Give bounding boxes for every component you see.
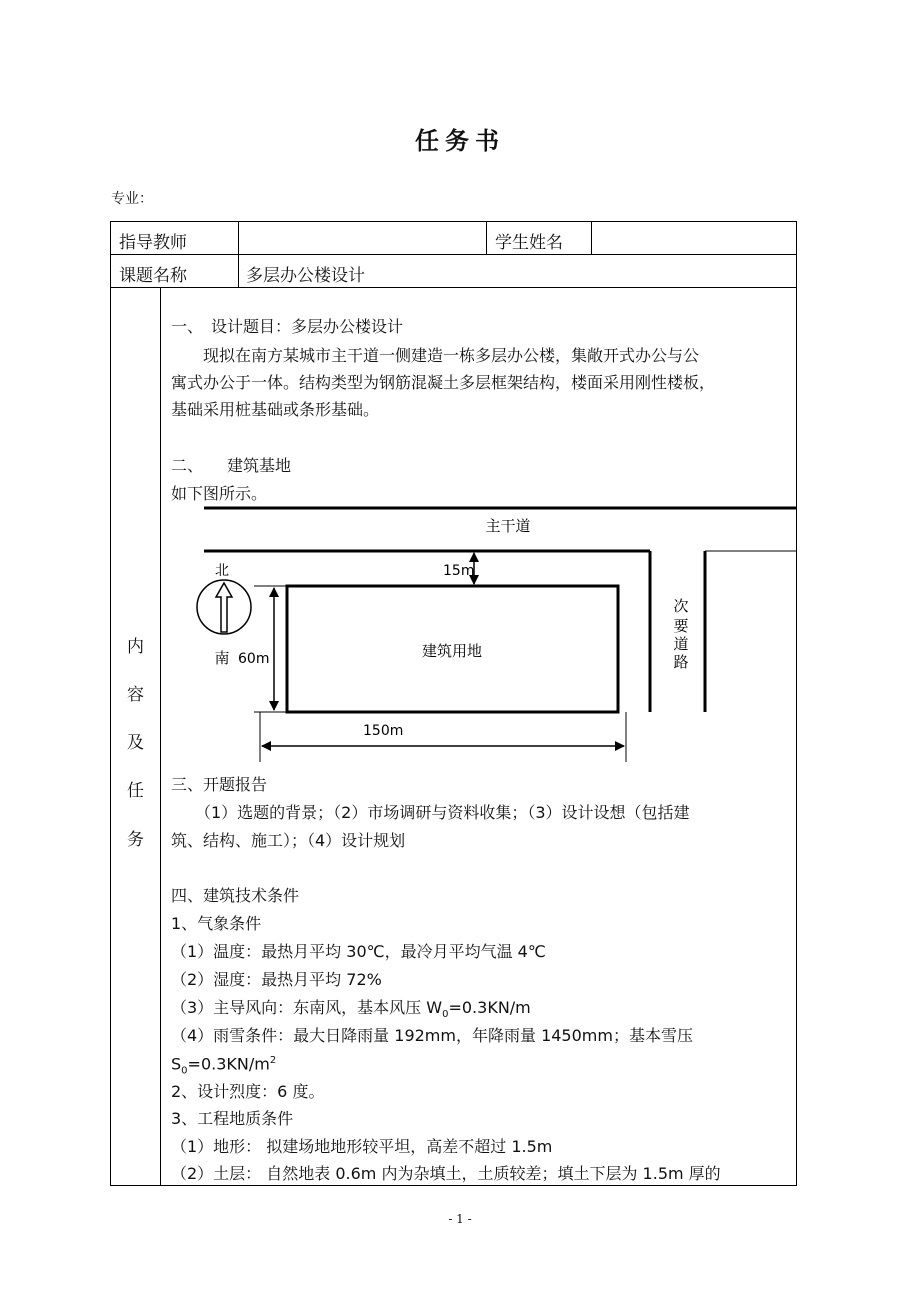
condition-line — [171, 1056, 276, 1077]
col-divider — [486, 221, 487, 255]
north-arrow-icon — [216, 583, 232, 632]
document-title: 任务书 — [415, 127, 505, 155]
row-divider — [110, 287, 797, 288]
south-label: 南 — [214, 649, 230, 667]
snow-subscript: 0 — [181, 1065, 188, 1077]
advisor-label: 指导教师 — [119, 233, 187, 253]
col-divider — [591, 221, 592, 255]
section-1-text: 基础采用桩基础或条形基础。 — [171, 400, 380, 419]
subsection-title: 3、工程地质条件 — [171, 1109, 294, 1128]
row-divider — [110, 254, 797, 255]
page-number: - 1 - — [448, 1212, 472, 1226]
snow-value: =0.3KN/m — [187, 1054, 270, 1074]
secondary-road-char: 路 — [673, 653, 689, 671]
setback-dim-label: 15m — [443, 563, 475, 579]
section-4-title: 四、建筑技术条件 — [171, 886, 300, 905]
topic-label: 课题名称 — [119, 266, 187, 286]
condition-line: （2）土层： 自然地表 0.6m 内为杂填土，土质较差；填土下层为 1.5m 厚的 — [171, 1164, 721, 1183]
site-plan-diagram — [160, 500, 797, 770]
secondary-road-char: 次 — [673, 597, 689, 615]
wind-value: =0.3KN/m — [448, 998, 531, 1017]
topic-value: 多层办公楼设计 — [246, 266, 365, 286]
length-dim-label: 150m — [363, 723, 404, 739]
main-road-label: 主干道 — [485, 517, 531, 535]
building-plot-label: 建筑用地 — [421, 642, 483, 660]
snow-symbol: S — [171, 1054, 182, 1074]
condition-line: （2）湿度：最热月平均 72% — [171, 970, 382, 989]
student-label: 学生姓名 — [495, 233, 563, 253]
side-char: 务 — [127, 830, 144, 850]
side-char: 及 — [127, 733, 144, 753]
condition-line: （4）雨雪条件：最大日降雨量 192mm，年降雨量 1450mm；基本雪压 — [171, 1026, 693, 1045]
north-label: 北 — [215, 563, 229, 579]
section-1-text: 寓式办公于一体。结构类型为钢筋混凝土多层框架结构，楼面采用刚性楼板， — [171, 373, 716, 392]
col-divider — [238, 221, 239, 288]
section-3-text: （1）选题的背景；（2）市场调研与资料收集；（3）设计设想（包括建 — [171, 803, 690, 822]
snow-superscript: 2 — [269, 1055, 277, 1066]
section-2-text: 如下图所示。 — [171, 484, 268, 503]
wind-subscript: 0 — [442, 1009, 449, 1021]
side-char: 任 — [127, 781, 144, 801]
condition-line: （1）温度：最热月平均 30℃，最冷月平均气温 4℃ — [171, 942, 546, 961]
section-3-text: 筑、结构、施工）；（4）设计规划 — [171, 831, 406, 850]
condition-line — [171, 1000, 531, 1020]
section-3-title: 三、开题报告 — [171, 775, 268, 794]
major-label: 专业： — [111, 191, 153, 207]
side-char: 内 — [127, 637, 144, 657]
section-1-title: 一、 设计题目：多层办公楼设计 — [171, 317, 404, 336]
wind-text: （3）主导风向：东南风，基本风压 W — [171, 998, 443, 1017]
section-2-title: 二、 建筑基地 — [171, 456, 292, 475]
side-char: 容 — [127, 685, 144, 705]
compass-circle — [197, 580, 251, 634]
condition-line: （1）地形： 拟建场地地形较平坦，高差不超过 1.5m — [171, 1137, 553, 1156]
section-1-text: 现拟在南方某城市主干道一侧建造一栋多层办公楼，集敞开式办公与公 — [171, 346, 700, 365]
subsection-title: 2、设计烈度：6 度。 — [171, 1082, 325, 1101]
secondary-road-char: 道 — [673, 635, 689, 653]
subsection-title: 1、气象条件 — [171, 914, 262, 933]
depth-dim-label: 60m — [238, 651, 270, 667]
secondary-road-char: 要 — [673, 617, 689, 635]
